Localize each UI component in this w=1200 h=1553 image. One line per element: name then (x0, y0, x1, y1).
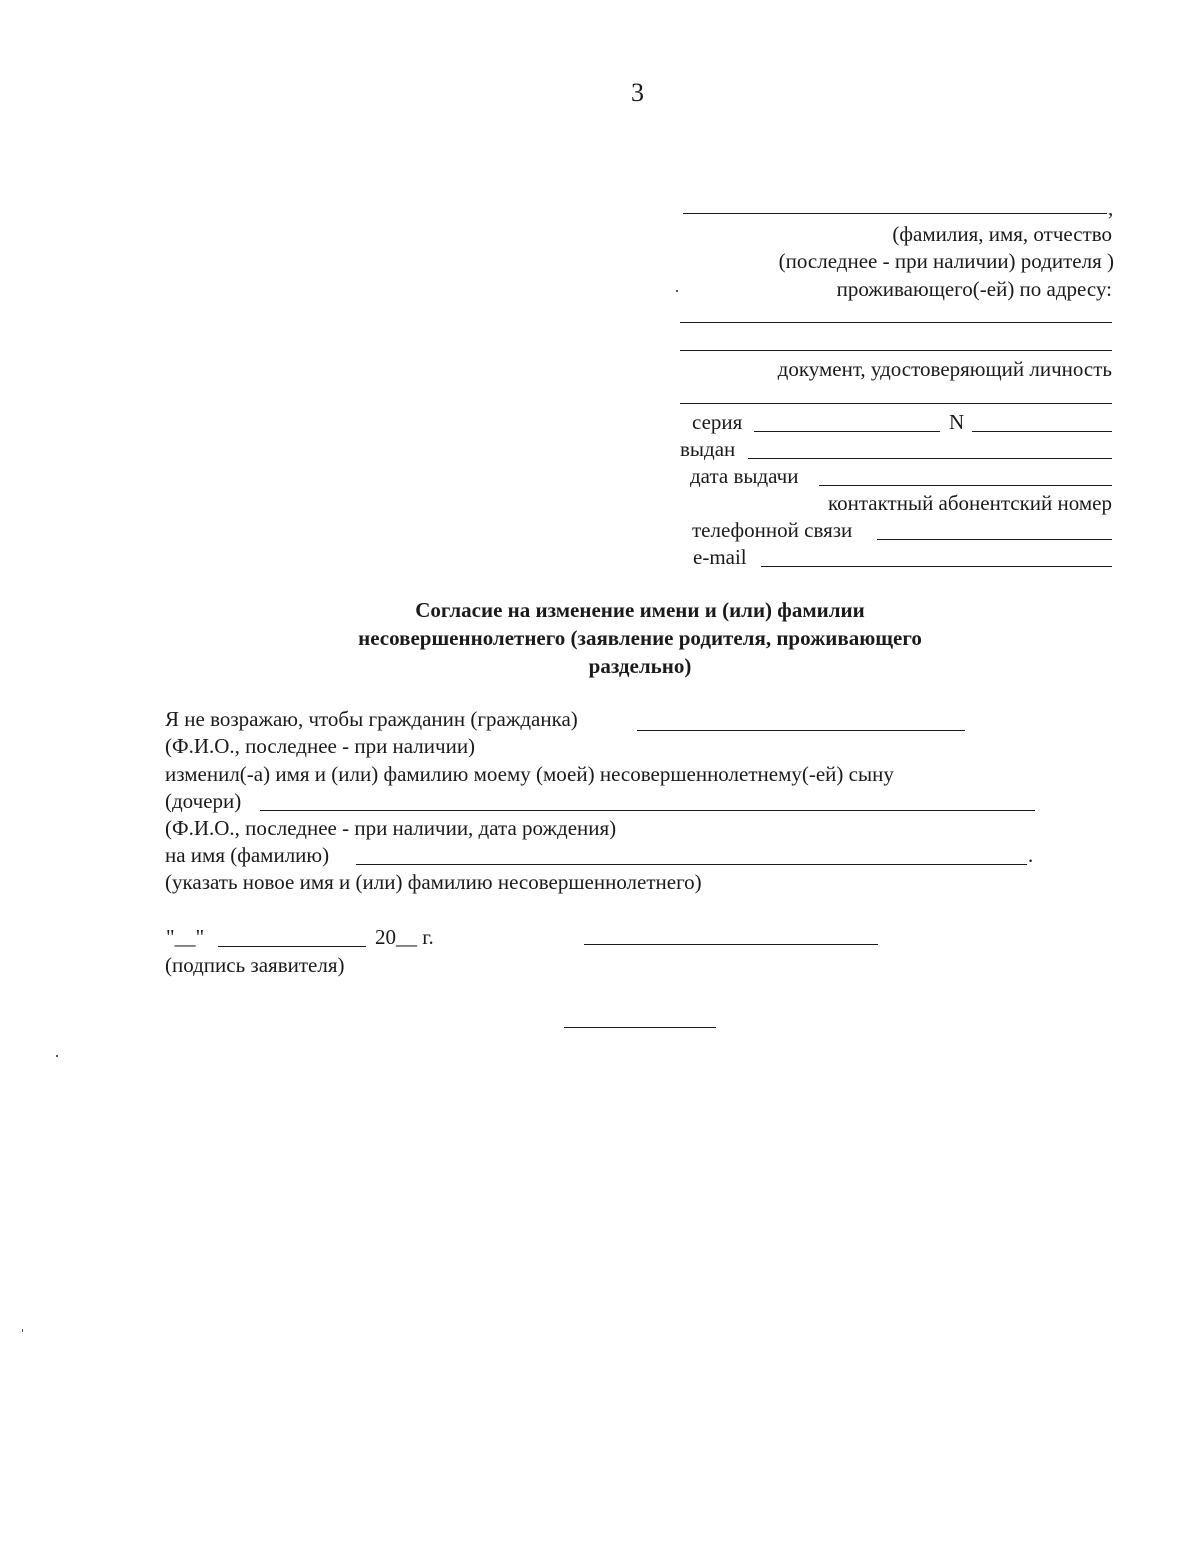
end-separator (564, 1027, 716, 1028)
address-line-1[interactable] (680, 322, 1112, 323)
citizen-name-field[interactable] (637, 730, 965, 731)
address-line-2[interactable] (680, 350, 1112, 351)
signature-caption: (подпись заявителя) (165, 953, 345, 977)
issued-label: выдан (680, 437, 736, 461)
document-title-line-3: раздельно) (588, 654, 692, 678)
date-day: "__" (166, 925, 205, 949)
number-field[interactable] (972, 431, 1112, 432)
series-label: серия (692, 410, 743, 434)
phone-field[interactable] (877, 539, 1112, 540)
email-label: e-mail (693, 545, 747, 569)
statement-line-6: на имя (фамилию) (165, 843, 330, 867)
applicant-name-line[interactable] (683, 213, 1107, 214)
series-field[interactable] (754, 431, 940, 432)
scan-speck (22, 1329, 23, 1332)
document-title-line-1: Согласие на изменение имени и (или) фамилии (415, 598, 865, 622)
fio-caption-2: (последнее - при наличии) родителя ) (778, 249, 1114, 273)
scan-speck (676, 290, 678, 292)
issue-date-label: дата выдачи (690, 464, 799, 488)
address-caption: проживающего(-ей) по адресу: (836, 277, 1112, 301)
new-name-period: . (1028, 843, 1034, 867)
signature-line[interactable] (584, 944, 878, 945)
id-document-caption: документ, удостоверяющий личность (777, 357, 1112, 381)
name-line-comma: , (1108, 196, 1114, 220)
date-month-field[interactable] (218, 946, 366, 947)
statement-line-2: (Ф.И.О., последнее - при наличии) (165, 734, 476, 758)
statement-line-4: (дочери) (165, 789, 242, 813)
email-field[interactable] (761, 566, 1112, 567)
statement-line-7: (указать новое имя и (или) фамилию несовершеннолетнего) (165, 870, 702, 894)
number-label: N (949, 410, 965, 434)
new-name-field[interactable] (356, 864, 1027, 865)
page-number: 3 (631, 78, 644, 107)
child-name-field[interactable] (260, 810, 1035, 811)
statement-line-1: Я не возражаю, чтобы гражданин (гражданка) (165, 707, 578, 731)
phone-caption: контактный абонентский номер (827, 491, 1112, 515)
issue-date-field[interactable] (819, 485, 1112, 486)
date-year: 20__ г. (375, 925, 434, 949)
phone-label: телефонной связи (692, 518, 853, 542)
fio-caption: (фамилия, имя, отчество (892, 222, 1112, 246)
document-title-line-2: несовершеннолетнего (заявление родителя, проживающего (358, 626, 922, 650)
statement-line-5: (Ф.И.О., последнее - при наличии, дата рождения) (165, 816, 617, 840)
scan-speck (56, 1055, 58, 1057)
issued-field[interactable] (748, 458, 1112, 459)
statement-line-3: изменил(-а) имя и (или) фамилию моему (моей) несовершеннолетнему(-ей) сыну (165, 762, 894, 786)
id-document-line[interactable] (680, 403, 1112, 404)
